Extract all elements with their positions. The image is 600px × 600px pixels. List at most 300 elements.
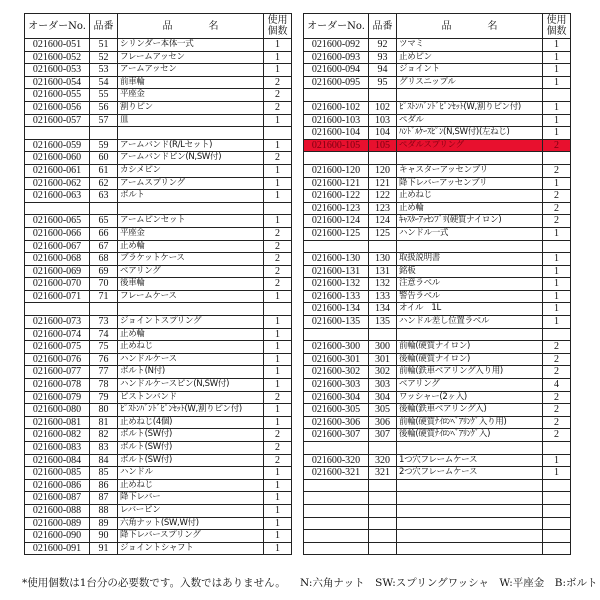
item-no-cell: 52 bbox=[90, 51, 118, 64]
quantity-cell: 2 bbox=[264, 101, 292, 114]
item-name-cell: 後輪(鉄車ベアリング入) bbox=[397, 404, 543, 417]
quantity-cell: 1 bbox=[543, 454, 571, 467]
item-name-cell: ﾋﾟｽﾄﾝﾊﾞﾝﾄﾞﾋﾟﾝｾｯﾄ(W,割りピン付) bbox=[118, 404, 264, 417]
table-row bbox=[304, 127, 571, 140]
item-name-cell bbox=[397, 479, 543, 492]
order-no-cell bbox=[304, 89, 369, 102]
item-no-cell bbox=[369, 517, 397, 530]
quantity-cell: 2 bbox=[543, 139, 571, 152]
header-order-no: オーダーNo. bbox=[304, 14, 369, 39]
item-name-cell bbox=[397, 89, 543, 102]
order-no-cell: 021600-125 bbox=[304, 227, 369, 240]
table-row bbox=[25, 240, 292, 253]
item-name-cell: ピストンバンド bbox=[118, 391, 264, 404]
order-no-cell: 021600-081 bbox=[25, 416, 90, 429]
order-no-cell: 021600-056 bbox=[25, 101, 90, 114]
order-no-cell: 021600-061 bbox=[25, 164, 90, 177]
item-no-cell: 67 bbox=[90, 240, 118, 253]
item-no-cell: 91 bbox=[90, 542, 118, 555]
item-no-cell: 87 bbox=[90, 492, 118, 505]
quantity-cell: 2 bbox=[264, 89, 292, 102]
header-name-char-2: 名 bbox=[487, 20, 498, 32]
order-no-cell: 021600-067 bbox=[25, 240, 90, 253]
table-row bbox=[25, 492, 292, 505]
order-no-cell: 021600-082 bbox=[25, 429, 90, 442]
order-no-cell: 021600-071 bbox=[25, 290, 90, 303]
item-name-cell: ブラケットケース bbox=[118, 253, 264, 266]
quantity-cell bbox=[543, 542, 571, 555]
item-no-cell: 123 bbox=[369, 202, 397, 215]
item-name-cell: ボルト(SW付) bbox=[118, 429, 264, 442]
quantity-cell: 2 bbox=[543, 366, 571, 379]
item-no-cell bbox=[369, 442, 397, 455]
table-row bbox=[25, 253, 292, 266]
table-row bbox=[25, 429, 292, 442]
quantity-cell: 2 bbox=[264, 227, 292, 240]
table-row-blank bbox=[304, 328, 571, 341]
order-no-cell: 021600-076 bbox=[25, 353, 90, 366]
quantity-cell: 1 bbox=[264, 517, 292, 530]
quantity-cell: 1 bbox=[264, 467, 292, 480]
item-no-cell: 81 bbox=[90, 416, 118, 429]
item-name-cell: グリスニップル bbox=[397, 76, 543, 89]
order-no-cell: 021600-073 bbox=[25, 316, 90, 329]
item-name-cell: ボルト(SW付) bbox=[118, 454, 264, 467]
item-name-cell: 止めピン bbox=[397, 51, 543, 64]
quantity-cell bbox=[543, 492, 571, 505]
table-row bbox=[25, 51, 292, 64]
item-no-cell: 124 bbox=[369, 215, 397, 228]
item-name-cell: フレームケース bbox=[118, 290, 264, 303]
quantity-cell: 1 bbox=[543, 253, 571, 266]
quantity-cell bbox=[543, 89, 571, 102]
item-no-cell: 69 bbox=[90, 265, 118, 278]
quantity-cell: 1 bbox=[264, 114, 292, 127]
item-no-cell: 54 bbox=[90, 76, 118, 89]
item-name-cell: ハンドルケースピン(N,SW付) bbox=[118, 379, 264, 392]
item-name-cell: 前輪(硬質ナイロン) bbox=[397, 341, 543, 354]
item-no-cell bbox=[369, 152, 397, 165]
quantity-cell: 2 bbox=[543, 164, 571, 177]
order-no-cell bbox=[25, 202, 90, 215]
item-name-cell: ハンドルケース bbox=[118, 353, 264, 366]
table-row bbox=[25, 479, 292, 492]
quantity-cell: 1 bbox=[264, 353, 292, 366]
item-no-cell: 307 bbox=[369, 429, 397, 442]
item-no-cell bbox=[369, 328, 397, 341]
order-no-cell: 021600-054 bbox=[25, 76, 90, 89]
table-row bbox=[25, 278, 292, 291]
quantity-cell bbox=[543, 530, 571, 543]
item-name-cell: ﾊﾝﾄﾞﾙｹｰｽﾋﾟﾝ(N,SW付)(左ねじ) bbox=[397, 127, 543, 140]
item-name-cell: アームバンドピン(N,SW付) bbox=[118, 152, 264, 165]
item-name-cell: 2つ穴フレームケース bbox=[397, 467, 543, 480]
order-no-cell: 021600-094 bbox=[304, 64, 369, 77]
order-no-cell: 021600-093 bbox=[304, 51, 369, 64]
item-no-cell: 65 bbox=[90, 215, 118, 228]
item-no-cell: 79 bbox=[90, 391, 118, 404]
table-row-blank bbox=[304, 492, 571, 505]
order-no-cell: 021600-102 bbox=[304, 101, 369, 114]
order-no-cell: 021600-104 bbox=[304, 127, 369, 140]
order-no-cell: 021600-130 bbox=[304, 253, 369, 266]
table-row bbox=[304, 76, 571, 89]
order-no-cell bbox=[304, 442, 369, 455]
item-no-cell: 68 bbox=[90, 253, 118, 266]
table-row bbox=[25, 215, 292, 228]
order-no-cell: 021600-300 bbox=[304, 341, 369, 354]
order-no-cell: 021600-092 bbox=[304, 39, 369, 52]
item-name-cell: 六角ナット(SW,W付) bbox=[118, 517, 264, 530]
header-name-char-1: 品 bbox=[441, 20, 452, 32]
table-row bbox=[25, 416, 292, 429]
item-no-cell: 303 bbox=[369, 379, 397, 392]
header-item-name bbox=[118, 14, 264, 39]
quantity-cell: 1 bbox=[543, 467, 571, 480]
item-no-cell: 80 bbox=[90, 404, 118, 417]
order-no-cell: 021600-088 bbox=[25, 504, 90, 517]
order-no-cell: 021600-306 bbox=[304, 416, 369, 429]
quantity-cell: 2 bbox=[543, 404, 571, 417]
item-name-cell: 平座金 bbox=[118, 89, 264, 102]
quantity-cell bbox=[543, 479, 571, 492]
item-no-cell: 121 bbox=[369, 177, 397, 190]
item-name-cell: シリンダー本体一式 bbox=[118, 39, 264, 52]
table-row bbox=[25, 328, 292, 341]
table-row bbox=[304, 114, 571, 127]
item-no-cell: 76 bbox=[90, 353, 118, 366]
order-no-cell: 021600-301 bbox=[304, 353, 369, 366]
table-row bbox=[25, 64, 292, 77]
item-name-cell: ハンドル一式 bbox=[397, 227, 543, 240]
item-name-cell: 後車輪 bbox=[118, 278, 264, 291]
item-no-cell: 86 bbox=[90, 479, 118, 492]
parts-table-left bbox=[24, 13, 292, 555]
order-no-cell: 021600-091 bbox=[25, 542, 90, 555]
order-no-cell: 021600-068 bbox=[25, 253, 90, 266]
quantity-cell: 1 bbox=[264, 328, 292, 341]
quantity-cell: 1 bbox=[264, 341, 292, 354]
table-row bbox=[25, 467, 292, 480]
item-no-cell: 71 bbox=[90, 290, 118, 303]
quantity-cell: 1 bbox=[264, 290, 292, 303]
item-name-cell bbox=[397, 328, 543, 341]
item-name-cell: ハンドル bbox=[118, 467, 264, 480]
item-no-cell: 88 bbox=[90, 504, 118, 517]
item-name-cell: ジョイント bbox=[397, 64, 543, 77]
item-no-cell bbox=[369, 504, 397, 517]
quantity-cell: 2 bbox=[543, 341, 571, 354]
quantity-cell: 2 bbox=[264, 429, 292, 442]
table-row bbox=[304, 379, 571, 392]
item-name-cell: アームバンド(R/Lセット) bbox=[118, 139, 264, 152]
order-no-cell: 021600-123 bbox=[304, 202, 369, 215]
quantity-cell: 1 bbox=[543, 127, 571, 140]
table-row-blank bbox=[304, 89, 571, 102]
item-name-cell: アームスプリング bbox=[118, 177, 264, 190]
item-name-cell: アームピンセット bbox=[118, 215, 264, 228]
order-no-cell bbox=[304, 517, 369, 530]
quantity-cell: 1 bbox=[264, 139, 292, 152]
table-row bbox=[25, 504, 292, 517]
item-no-cell: 90 bbox=[90, 530, 118, 543]
parts-list-left bbox=[25, 39, 292, 555]
item-no-cell: 134 bbox=[369, 303, 397, 316]
order-no-cell bbox=[304, 530, 369, 543]
item-name-cell: 後輪(硬質ナイロン) bbox=[397, 353, 543, 366]
order-no-cell: 021600-062 bbox=[25, 177, 90, 190]
order-no-cell: 021600-132 bbox=[304, 278, 369, 291]
table-row bbox=[25, 139, 292, 152]
quantity-cell: 2 bbox=[264, 278, 292, 291]
order-no-cell: 021600-077 bbox=[25, 366, 90, 379]
item-no-cell: 132 bbox=[369, 278, 397, 291]
order-no-cell: 021600-066 bbox=[25, 227, 90, 240]
table-row bbox=[304, 51, 571, 64]
table-row bbox=[304, 467, 571, 480]
table-row-blank bbox=[304, 240, 571, 253]
item-no-cell: 302 bbox=[369, 366, 397, 379]
order-no-cell: 021600-087 bbox=[25, 492, 90, 505]
table-row bbox=[304, 366, 571, 379]
table-row bbox=[304, 278, 571, 291]
parts-table-right bbox=[303, 13, 571, 555]
item-no-cell: 104 bbox=[369, 127, 397, 140]
item-name-cell: 止めねじ bbox=[118, 479, 264, 492]
quantity-cell: 1 bbox=[543, 101, 571, 114]
quantity-cell bbox=[543, 240, 571, 253]
quantity-cell: 2 bbox=[543, 416, 571, 429]
table-row bbox=[25, 164, 292, 177]
item-no-cell: 135 bbox=[369, 316, 397, 329]
quantity-cell: 1 bbox=[264, 51, 292, 64]
table-row bbox=[304, 215, 571, 228]
table-row bbox=[304, 341, 571, 354]
quantity-cell: 1 bbox=[543, 316, 571, 329]
quantity-cell: 1 bbox=[264, 492, 292, 505]
item-no-cell bbox=[90, 303, 118, 316]
item-no-cell: 120 bbox=[369, 164, 397, 177]
quantity-cell: 1 bbox=[543, 39, 571, 52]
item-no-cell: 130 bbox=[369, 253, 397, 266]
table-row bbox=[304, 101, 571, 114]
item-name-cell: 止め輪 bbox=[118, 240, 264, 253]
order-no-cell: 021600-304 bbox=[304, 391, 369, 404]
order-no-cell bbox=[304, 479, 369, 492]
table-row bbox=[304, 416, 571, 429]
table-row bbox=[25, 76, 292, 89]
order-no-cell: 021600-134 bbox=[304, 303, 369, 316]
table-row bbox=[304, 303, 571, 316]
item-no-cell: 102 bbox=[369, 101, 397, 114]
order-no-cell: 021600-083 bbox=[25, 442, 90, 455]
table-row bbox=[25, 227, 292, 240]
item-name-cell: ベアリング bbox=[118, 265, 264, 278]
table-row bbox=[25, 353, 292, 366]
quantity-cell: 1 bbox=[264, 316, 292, 329]
order-no-cell: 021600-305 bbox=[304, 404, 369, 417]
item-no-cell: 60 bbox=[90, 152, 118, 165]
parts-list-right bbox=[304, 39, 571, 555]
quantity-cell: 2 bbox=[543, 202, 571, 215]
quantity-cell: 1 bbox=[264, 215, 292, 228]
quantity-cell: 1 bbox=[264, 177, 292, 190]
item-no-cell bbox=[369, 530, 397, 543]
item-no-cell: 82 bbox=[90, 429, 118, 442]
item-no-cell: 66 bbox=[90, 227, 118, 240]
table-row-blank bbox=[304, 517, 571, 530]
item-no-cell bbox=[369, 542, 397, 555]
order-no-cell bbox=[304, 328, 369, 341]
item-no-cell: 95 bbox=[369, 76, 397, 89]
item-name-cell: 取扱説明書 bbox=[397, 253, 543, 266]
quantity-cell: 1 bbox=[543, 227, 571, 240]
quantity-cell: 1 bbox=[543, 290, 571, 303]
quantity-cell: 1 bbox=[264, 190, 292, 203]
item-no-cell: 133 bbox=[369, 290, 397, 303]
table-row bbox=[25, 89, 292, 102]
item-name-cell bbox=[118, 127, 264, 140]
item-no-cell: 131 bbox=[369, 265, 397, 278]
order-no-cell: 021600-120 bbox=[304, 164, 369, 177]
quantity-cell: 1 bbox=[264, 379, 292, 392]
quantity-cell bbox=[543, 504, 571, 517]
item-name-cell: 止め輪 bbox=[397, 202, 543, 215]
order-no-cell: 021600-085 bbox=[25, 467, 90, 480]
item-no-cell bbox=[369, 492, 397, 505]
order-no-cell bbox=[304, 240, 369, 253]
table-row bbox=[25, 290, 292, 303]
quantity-cell: 1 bbox=[264, 404, 292, 417]
order-no-cell: 021600-065 bbox=[25, 215, 90, 228]
item-name-cell bbox=[397, 442, 543, 455]
item-no-cell: 320 bbox=[369, 454, 397, 467]
item-no-cell bbox=[369, 479, 397, 492]
table-row bbox=[25, 454, 292, 467]
quantity-cell: 2 bbox=[543, 353, 571, 366]
header-qty-line2: 個数 bbox=[546, 26, 567, 37]
item-name-cell bbox=[397, 542, 543, 555]
item-name-cell: オイル 1L bbox=[397, 303, 543, 316]
order-no-cell: 021600-078 bbox=[25, 379, 90, 392]
order-no-cell: 021600-105 bbox=[304, 139, 369, 152]
order-no-cell bbox=[25, 303, 90, 316]
table-row bbox=[304, 177, 571, 190]
quantity-cell: 2 bbox=[543, 215, 571, 228]
item-name-cell: 後輪(硬質ﾅｲﾛﾝﾍﾞｱﾘﾝｸﾞ入) bbox=[397, 429, 543, 442]
item-no-cell: 306 bbox=[369, 416, 397, 429]
item-name-cell bbox=[397, 492, 543, 505]
item-no-cell: 300 bbox=[369, 341, 397, 354]
order-no-cell: 021600-320 bbox=[304, 454, 369, 467]
table-row bbox=[304, 404, 571, 417]
header-qty-line1: 使用 bbox=[267, 15, 288, 26]
order-no-cell bbox=[304, 152, 369, 165]
order-no-cell: 021600-063 bbox=[25, 190, 90, 203]
quantity-cell: 1 bbox=[264, 479, 292, 492]
table-row bbox=[304, 227, 571, 240]
header-quantity bbox=[543, 14, 571, 39]
item-no-cell: 77 bbox=[90, 366, 118, 379]
order-no-cell: 021600-070 bbox=[25, 278, 90, 291]
item-name-cell: 止めねじ bbox=[397, 190, 543, 203]
quantity-cell: 2 bbox=[264, 253, 292, 266]
item-no-cell: 105 bbox=[369, 139, 397, 152]
item-name-cell: 止めねじ(4個) bbox=[118, 416, 264, 429]
quantity-cell: 1 bbox=[264, 542, 292, 555]
quantity-cell: 1 bbox=[543, 51, 571, 64]
item-name-cell: カシメピン bbox=[118, 164, 264, 177]
item-no-cell: 85 bbox=[90, 467, 118, 480]
quantity-cell: 2 bbox=[264, 265, 292, 278]
order-no-cell bbox=[304, 492, 369, 505]
table-row bbox=[304, 202, 571, 215]
order-no-cell bbox=[304, 542, 369, 555]
quantity-cell: 2 bbox=[264, 391, 292, 404]
item-name-cell: 止めねじ bbox=[118, 341, 264, 354]
item-name-cell bbox=[397, 517, 543, 530]
quantity-cell: 2 bbox=[264, 240, 292, 253]
item-no-cell: 53 bbox=[90, 64, 118, 77]
item-name-cell: ﾋﾟｽﾄﾝﾊﾞﾝﾄﾞﾋﾟﾝｾｯﾄ(W,割りピン付) bbox=[397, 101, 543, 114]
order-no-cell bbox=[304, 504, 369, 517]
item-name-cell: ジョイントシャフト bbox=[118, 542, 264, 555]
item-no-cell: 93 bbox=[369, 51, 397, 64]
item-no-cell: 63 bbox=[90, 190, 118, 203]
item-no-cell: 84 bbox=[90, 454, 118, 467]
order-no-cell: 021600-135 bbox=[304, 316, 369, 329]
item-name-cell: 降下レバーアッセンブリ bbox=[397, 177, 543, 190]
order-no-cell: 021600-055 bbox=[25, 89, 90, 102]
item-name-cell: キャスターアッセンブリ bbox=[397, 164, 543, 177]
item-no-cell: 74 bbox=[90, 328, 118, 341]
item-no-cell: 70 bbox=[90, 278, 118, 291]
item-name-cell bbox=[118, 202, 264, 215]
item-name-cell: 平座金 bbox=[118, 227, 264, 240]
item-no-cell bbox=[90, 202, 118, 215]
header-item-no: 品番 bbox=[369, 14, 397, 39]
quantity-cell: 1 bbox=[264, 39, 292, 52]
item-name-cell: ｷｬｽﾀｰｱｯｾﾝﾌﾞﾘ(硬質ナイロン) bbox=[397, 215, 543, 228]
table-row bbox=[304, 391, 571, 404]
item-no-cell: 51 bbox=[90, 39, 118, 52]
quantity-cell: 2 bbox=[543, 391, 571, 404]
order-no-cell: 021600-080 bbox=[25, 404, 90, 417]
quantity-cell bbox=[543, 442, 571, 455]
item-name-cell: レバーピン bbox=[118, 504, 264, 517]
table-row-blank bbox=[304, 442, 571, 455]
order-no-cell: 021600-069 bbox=[25, 265, 90, 278]
item-name-cell: フレームアッセン bbox=[118, 51, 264, 64]
table-row-blank bbox=[304, 152, 571, 165]
table-row bbox=[304, 253, 571, 266]
item-name-cell: 注意ラベル bbox=[397, 278, 543, 291]
table-row bbox=[25, 379, 292, 392]
quantity-cell: 1 bbox=[264, 366, 292, 379]
table-row bbox=[25, 530, 292, 543]
table-row bbox=[25, 114, 292, 127]
order-no-cell: 021600-086 bbox=[25, 479, 90, 492]
quantity-cell bbox=[264, 303, 292, 316]
item-name-cell: ペダル bbox=[397, 114, 543, 127]
table-row bbox=[25, 341, 292, 354]
table-row bbox=[304, 316, 571, 329]
table-row bbox=[304, 164, 571, 177]
quantity-cell: 1 bbox=[543, 114, 571, 127]
item-name-cell: ワッシャー(2ヶ入) bbox=[397, 391, 543, 404]
order-no-cell: 021600-084 bbox=[25, 454, 90, 467]
order-no-cell bbox=[25, 127, 90, 140]
